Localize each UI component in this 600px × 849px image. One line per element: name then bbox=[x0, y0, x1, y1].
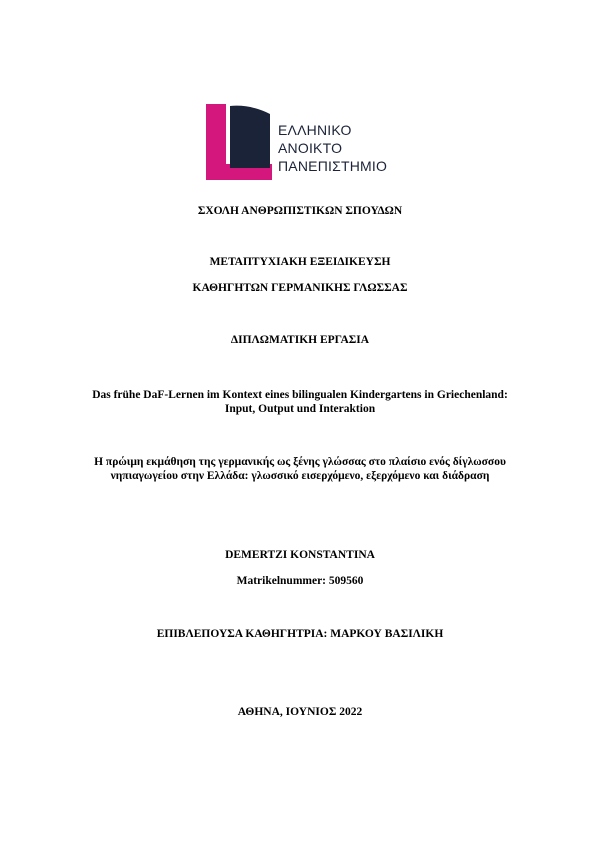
title-german-line-2: Input, Output und Interaktion bbox=[224, 403, 376, 415]
document-type: ΔΙΠΛΩΜΑΤΙΚΗ ΕΡΓΑΣΙΑ bbox=[230, 334, 370, 346]
program-line-2: ΚΑΘΗΓΗΤΩΝ ΓΕΡΜΑΝΙΚΗΣ ΓΛΩΣΣΑΣ bbox=[192, 282, 408, 294]
logo-line-2: ΑΝΟΙΚΤΟ bbox=[278, 140, 343, 156]
place-date: ΑΘΗΝΑ, ΙΟΥΝΙΟΣ 2022 bbox=[237, 706, 363, 718]
school-name: ΣΧΟΛΗ ΑΝΘΡΩΠΙΣΤΙΚΩΝ ΣΠΟΥΔΩΝ bbox=[197, 205, 403, 217]
matrikel-number: Matrikelnummer: 509560 bbox=[236, 575, 364, 587]
title-german-line-1: Das frühe DaF-Lernen im Kontext eines bilingualen Kindergartens in Griechenland: bbox=[92, 389, 508, 401]
logo-line-1: ΕΛΛΗΝΙΚΟ bbox=[278, 122, 352, 138]
supervisor: ΕΠΙΒΛΕΠΟΥΣΑ ΚΑΘΗΓΗΤΡΙΑ: ΜΑΡΚΟΥ ΒΑΣΙΛΙΚΗ bbox=[156, 628, 444, 640]
logo-navy-shape bbox=[230, 106, 270, 168]
logo-text bbox=[278, 121, 387, 175]
title-greek-line-2: νηπιαγωγείου στην Ελλάδα: γλωσσικό εισερχόμενο, εξερχόμενο και διάδραση bbox=[110, 470, 490, 482]
program-line-1: ΜΕΤΑΠΤΥΧΙΑΚΗ ΕΞΕΙΔΙΚΕΥΣΗ bbox=[209, 256, 391, 268]
logo-line-3: ΠΑΝΕΠΙΣΤΗΜΙΟ bbox=[278, 158, 388, 174]
title-greek-line-1: Η πρώιμη εκμάθηση της γερμανικής ως ξένης γλώσσας στο πλαίσιο ενός δίγλωσσου bbox=[94, 456, 506, 468]
author-name: DEMERTZI KONSTANTINA bbox=[225, 549, 375, 561]
